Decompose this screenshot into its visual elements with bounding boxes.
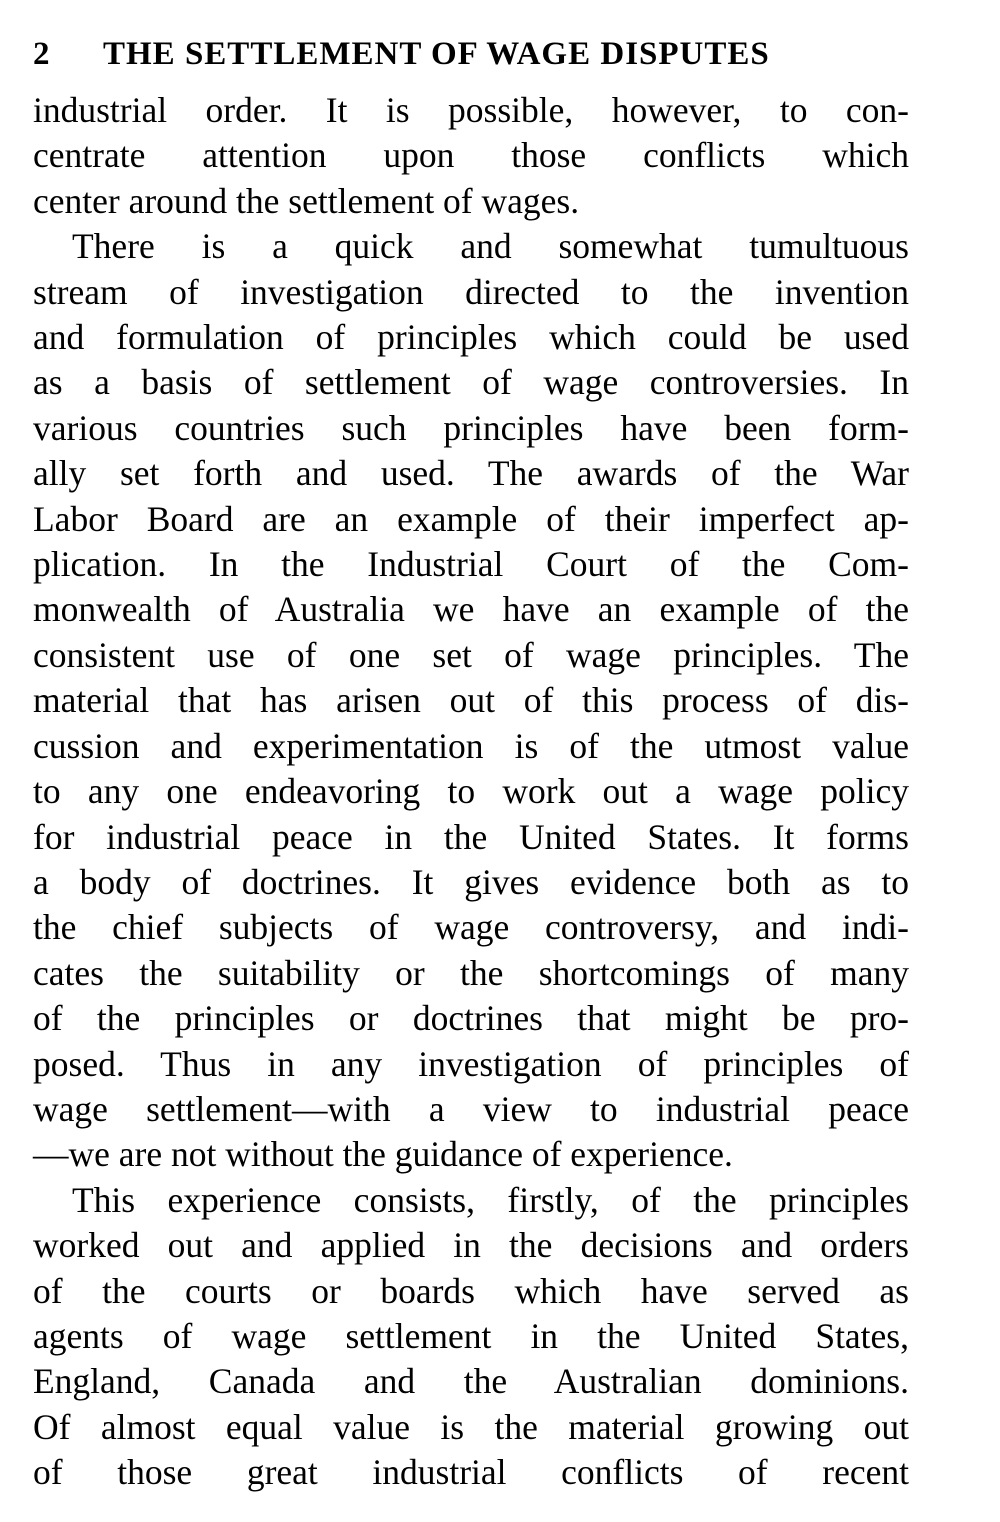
- text-line: —we are not without the guidance of experience.: [33, 1134, 733, 1175]
- text-line: of the courts or boards which have served as: [33, 1270, 909, 1311]
- text-line: various countries such principles have been form-: [33, 407, 909, 448]
- text-line: stream of investigation directed to the invention: [33, 271, 909, 312]
- text-line: This experience consists, firstly, of the principles: [72, 1179, 909, 1220]
- paragraph-3: [33, 1178, 909, 1496]
- text-line: worked out and applied in the decisions and orders: [33, 1225, 909, 1266]
- page-number: 2: [33, 36, 50, 72]
- text-line: monwealth of Australia we have an example of the: [33, 589, 909, 630]
- text-line: ally set forth and used. The awards of the War: [33, 453, 909, 494]
- running-title: THE SETTLEMENT OF WAGE DISPUTES: [103, 36, 770, 72]
- text-line: a body of doctrines. It gives evidence both as to: [33, 861, 909, 902]
- text-line: for industrial peace in the United States. It forms: [33, 816, 909, 857]
- text-line: cussion and experimentation is of the utmost value: [33, 725, 909, 766]
- text-line: and formulation of principles which could be used: [33, 317, 909, 358]
- text-line: of the principles or doctrines that might be pro-: [33, 998, 909, 1039]
- paragraph-2: [33, 224, 909, 1178]
- book-page: [33, 30, 909, 1496]
- text-line: cates the suitability or the shortcomings of many: [33, 952, 909, 993]
- text-line: wage settlement—with a view to industrial peace: [33, 1088, 909, 1129]
- running-head: [33, 30, 909, 88]
- text-line: industrial order. It is possible, however, to con-: [33, 90, 909, 130]
- text-line: England, Canada and the Australian dominions.: [33, 1361, 909, 1402]
- text-line: to any one endeavoring to work out a wage policy: [33, 771, 909, 812]
- text-line: There is a quick and somewhat tumultuous: [72, 226, 909, 267]
- text-line: the chief subjects of wage controversy, and indi-: [33, 907, 909, 948]
- text-line: posed. Thus in any investigation of principles of: [33, 1043, 909, 1084]
- text-line: plication. In the Industrial Court of the Com-: [33, 544, 909, 585]
- text-line: as a basis of settlement of wage controversies. In: [33, 362, 909, 403]
- text-line: consistent use of one set of wage principles. The: [33, 634, 909, 675]
- paragraph-1: [33, 88, 909, 224]
- text-line: of those great industrial conflicts of recent: [33, 1452, 909, 1493]
- text-line: Labor Board are an example of their imperfect ap-: [33, 498, 909, 539]
- text-line: center around the settlement of wages.: [33, 180, 580, 221]
- body-text: [33, 88, 909, 1496]
- text-line: centrate attention upon those conflicts which: [33, 135, 909, 176]
- text-line: material that has arisen out of this process of dis-: [33, 680, 909, 721]
- text-line: agents of wage settlement in the United States,: [33, 1315, 909, 1356]
- text-line: Of almost equal value is the material growing out: [33, 1406, 909, 1447]
